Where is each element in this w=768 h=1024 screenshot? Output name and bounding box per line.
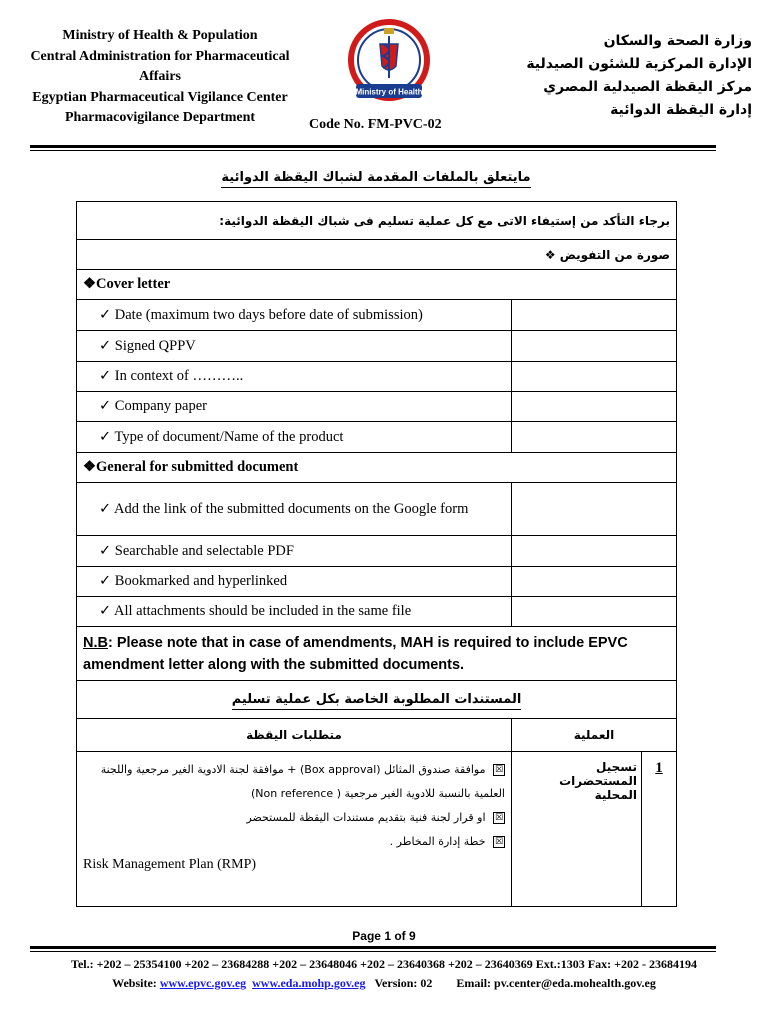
footer-divider — [30, 946, 716, 949]
page-total: 9 — [409, 929, 416, 943]
checklist-item: ✓ Company paper — [77, 392, 512, 422]
checklist-item: ✓ Date (maximum two days before date of submission) — [77, 300, 512, 331]
nb-label: N.B — [83, 634, 108, 651]
requirement-item — [83, 758, 505, 806]
footer-contact — [0, 976, 768, 991]
checklist-item: ✓ Add the link of the submitted documents on the Google form — [77, 483, 512, 536]
requirement-item — [83, 806, 505, 830]
check-cell[interactable] — [512, 392, 677, 422]
table-row — [77, 536, 677, 567]
check-cell[interactable] — [512, 331, 677, 362]
table-row — [77, 392, 677, 422]
checklist-item: ✓ Signed QPPV — [77, 331, 512, 362]
docs-title-cell — [77, 681, 677, 719]
header-en-line: Ministry of Health & Population — [62, 28, 258, 43]
check-cell[interactable] — [512, 536, 677, 567]
requirement-text: خطة إدارة المخاطر . — [389, 835, 486, 848]
table-row — [77, 300, 677, 331]
checklist-item: ✓ All attachments should be included in the same file — [77, 597, 512, 627]
table-row — [77, 202, 677, 240]
ministry-logo — [342, 14, 436, 116]
requirement-text: او قرار لجنة فنية بتقديم مستندات اليقظة للمستحضر — [246, 811, 486, 824]
general-heading: ❖General for submitted document — [77, 453, 677, 483]
table-row — [77, 483, 677, 536]
checklist-item: ✓ Searchable and selectable PDF — [77, 536, 512, 567]
table-row — [77, 567, 677, 597]
header-en-line: Central Administration for Pharmaceutical — [30, 48, 290, 64]
version-text: Version: 02 — [374, 976, 433, 990]
intro-text: برجاء التأكد من إستيفاء الاتى مع كل عملية تسليم فى شباك اليقظة الدوائية: — [77, 202, 677, 240]
table-row — [77, 240, 677, 270]
cover-letter-heading: ❖Cover letter — [77, 270, 677, 300]
page-prefix: Page — [352, 929, 385, 943]
check-cell[interactable] — [512, 567, 677, 597]
check-cell[interactable] — [512, 597, 677, 627]
check-cell[interactable] — [512, 483, 677, 536]
header-ar-line: الإدارة المركزية للشئون الصيدلية — [526, 56, 752, 72]
requirement-item — [83, 830, 505, 854]
website-link-epvc[interactable]: www.epvc.gov.eg — [159, 976, 247, 990]
table-row — [77, 331, 677, 362]
email-text: Email: pv.center@eda.mohealth.gov.eg — [456, 976, 656, 990]
header-english — [10, 26, 310, 129]
requirements-cell — [77, 752, 512, 907]
website-link-eda[interactable]: www.eda.mohp.gov.eg — [252, 976, 366, 990]
header-divider-thin — [30, 150, 716, 151]
footer-telephone: Tel.: +202 – 25354100 +202 – 23684288 +202 – 23648046 +202 – 23640368 +202 – 23640369 Ext.:1303 Fax: +202 - 23684194 — [71, 957, 697, 971]
page-of: of — [391, 929, 409, 943]
footer-divider-thin — [30, 951, 716, 952]
document-title-text: مايتعلق بالملفات المقدمة لشباك اليقظة الدوائية — [221, 170, 530, 188]
checkbox-icon: ☒ — [494, 813, 504, 823]
document-title — [76, 170, 676, 185]
checklist-item: ✓ In context of ……….. — [77, 362, 512, 392]
col-requirements-header: متطلبات اليقظة — [77, 719, 512, 752]
requirement-text: موافقة صندوق المثائل (Box approval) + موافقة لجنة الادوية الغير مرجعية واللجنة العلمية بالنسبة للادوية الغير مرجعية ( Non reference) — [100, 763, 505, 800]
table-row — [77, 719, 677, 752]
check-cell[interactable] — [512, 300, 677, 331]
table-row — [77, 752, 677, 907]
header-ar-line: إدارة اليقظة الدوائية — [610, 102, 752, 118]
header-en-line: Affairs — [139, 69, 181, 84]
table-row — [77, 270, 677, 300]
logo-text: Ministry of Health — [355, 87, 423, 97]
table-row — [77, 422, 677, 453]
table-row — [77, 627, 677, 681]
table-row — [77, 362, 677, 392]
header-arabic — [470, 30, 752, 122]
table-row — [77, 453, 677, 483]
header-ar-line: وزارة الصحة والسكان — [603, 33, 752, 49]
table-row — [77, 597, 677, 627]
checkbox-icon: ☒ — [494, 765, 504, 775]
nb-note — [77, 627, 677, 681]
checklist-table — [76, 201, 677, 907]
checklist-item: ✓ Type of document/Name of the product — [77, 422, 512, 453]
authorization-copy: صورة من التفويض ❖ — [77, 240, 677, 270]
process-cell — [512, 752, 677, 907]
check-cell[interactable] — [512, 362, 677, 392]
website-label: Website: — [112, 976, 160, 990]
page-number: 1 — [384, 929, 391, 943]
rmp-text: Risk Management Plan (RMP) — [83, 857, 257, 872]
table-row — [77, 681, 677, 719]
col-process-header: العملية — [512, 719, 677, 752]
row-number: 1 — [641, 752, 676, 906]
checklist-item: ✓ Bookmarked and hyperlinked — [77, 567, 512, 597]
nb-text: : Please note that in case of amendments, MAH is required to include EPVC amendment letter along with the submitted documents. — [83, 634, 628, 673]
code-number: Code No. FM-PVC-02 — [309, 117, 442, 132]
check-cell[interactable] — [512, 422, 677, 453]
header-en-line: Egyptian Pharmaceutical Vigilance Center — [32, 89, 288, 105]
header-divider — [30, 145, 716, 148]
page-indicator — [0, 929, 768, 943]
header-ar-line: مركز اليقظة الصيدلية المصري — [543, 79, 752, 95]
docs-title: المستندات المطلوبة الخاصة بكل عملية تسليم — [232, 692, 522, 710]
process-name: تسجيل المستحضرات المحلية — [559, 760, 637, 802]
checkbox-icon: ☒ — [494, 837, 504, 847]
header-en-line: Pharmacovigilance Department — [64, 110, 256, 125]
